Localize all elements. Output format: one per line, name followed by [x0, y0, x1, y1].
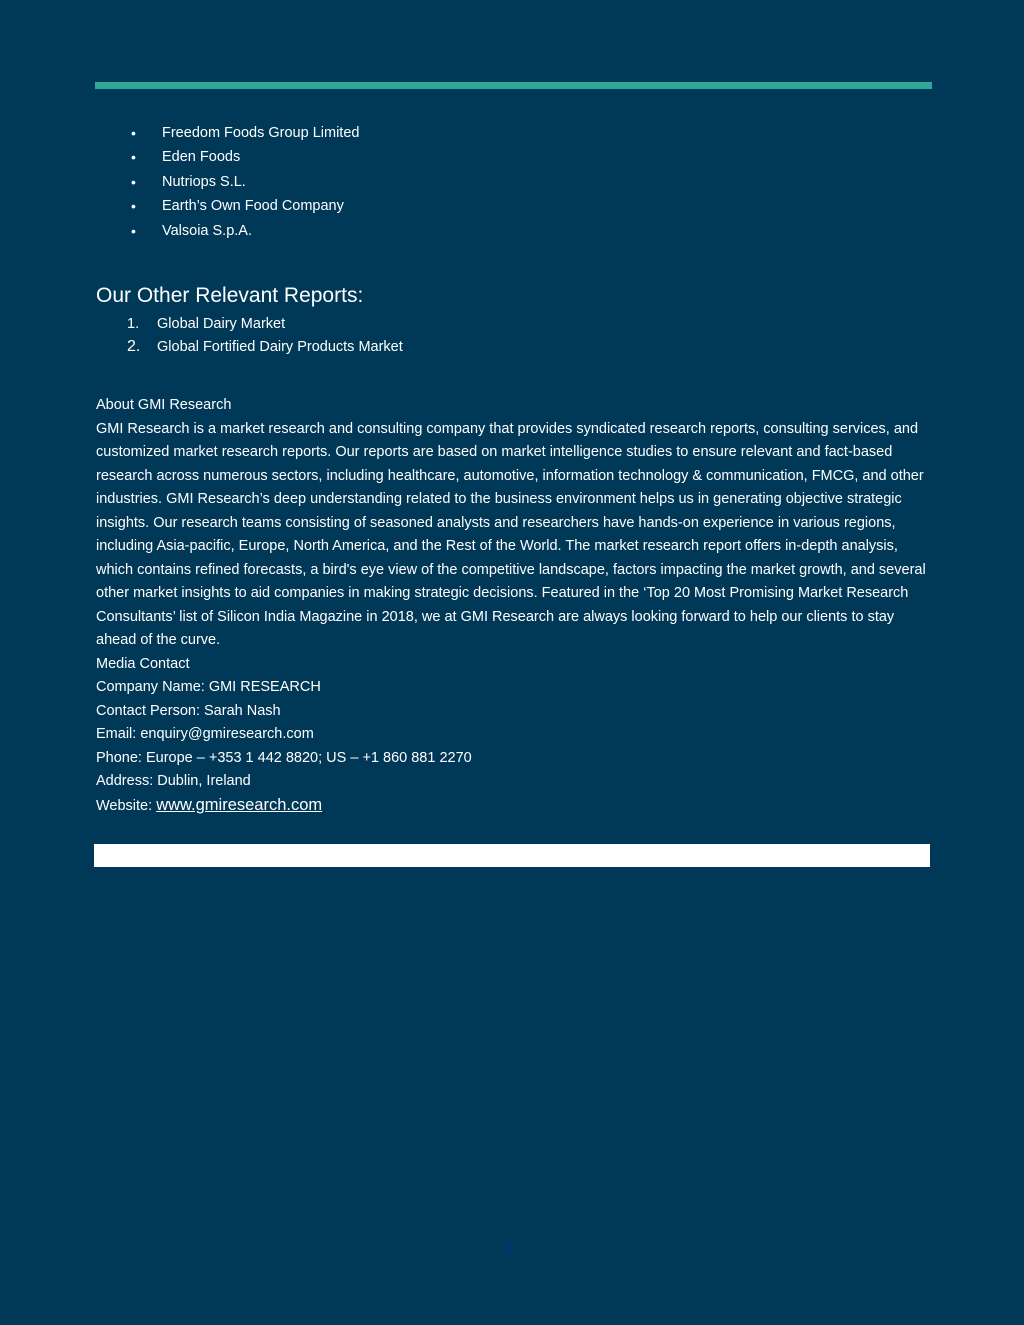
- other-reports-list: [96, 314, 403, 360]
- other-reports-heading: Our Other Relevant Reports:: [96, 284, 364, 307]
- media-contact-heading: Media Contact: [96, 655, 190, 672]
- about-heading: About GMI Research: [96, 397, 232, 413]
- report-number: 2.: [127, 338, 141, 355]
- list-item: [96, 196, 359, 220]
- company-name: Eden Foods: [162, 149, 241, 166]
- contact-email: Email: enquiry@gmiresearch.com: [96, 726, 314, 742]
- list-item: [96, 123, 359, 147]
- bullet-icon: •: [131, 222, 136, 239]
- list-item: [96, 172, 359, 196]
- company-name: Nutriops S.L.: [162, 173, 246, 190]
- list-item: [96, 147, 359, 171]
- company-name: Valsoia S.p.A.: [162, 222, 253, 239]
- list-item[interactable]: [96, 337, 403, 360]
- contact-address: Address: Dublin, Ireland: [96, 773, 251, 789]
- top-accent-rule: [95, 82, 932, 89]
- website-label: Website:: [96, 797, 157, 814]
- contact-company: Company Name: GMI RESEARCH: [96, 679, 321, 695]
- about-body: GMI Research is a market research and consulting company that provides syndicated research reports, consulting services, and customized market research reports. Our reports are based on market intelligence studies to ensure relevant and fact-based research across numerous sectors, including healthcare, automotive, information technology & communication, FMCG, and other industries. GMI Research’s deep understanding related to the business environment helps us in generating objective strategic insights. Our research teams consisting of seasoned analysts and researchers have hands-on experience in various regions, including Asia-pacific, Europe, North America, and the Rest of the World. The market research report offers in-depth analysis, which contains refined forecasts, a bird's eye view of the competitive landscape, factors impacting the market growth, and several other market insights to aid companies in making strategic decisions. Featured in the ‘Top 20 Most Promising Market Research Consultants’ list of Silicon India Magazine in 2018, we at GMI Research are always looking forward to help our clients to stay ahead of the curve.: [96, 420, 926, 648]
- footer-bar: [94, 844, 930, 867]
- contact-website: [96, 794, 936, 819]
- list-item[interactable]: [96, 314, 403, 337]
- company-name: Freedom Foods Group Limited: [162, 125, 360, 141]
- bullet-icon: •: [131, 149, 136, 166]
- bullet-icon: •: [131, 125, 136, 141]
- list-item: [96, 221, 359, 245]
- report-title: Global Fortified Dairy Products Market: [157, 339, 403, 355]
- website-link[interactable]: www.gmiresearch.com: [156, 795, 323, 814]
- bullet-icon: •: [131, 173, 136, 190]
- bullet-icon: •: [131, 198, 136, 215]
- company-list: [96, 123, 359, 245]
- contact-person: Contact Person: Sarah Nash: [96, 702, 281, 719]
- report-title: Global Dairy Market: [157, 316, 286, 332]
- contact-phone: Phone: Europe – +353 1 442 8820; US – +1 860 881 2270: [96, 749, 472, 766]
- company-name: Earth’s Own Food Company: [162, 198, 344, 215]
- report-number: 1.: [127, 316, 140, 332]
- about-section: [96, 394, 936, 818]
- page-number: 3: [505, 1240, 513, 1255]
